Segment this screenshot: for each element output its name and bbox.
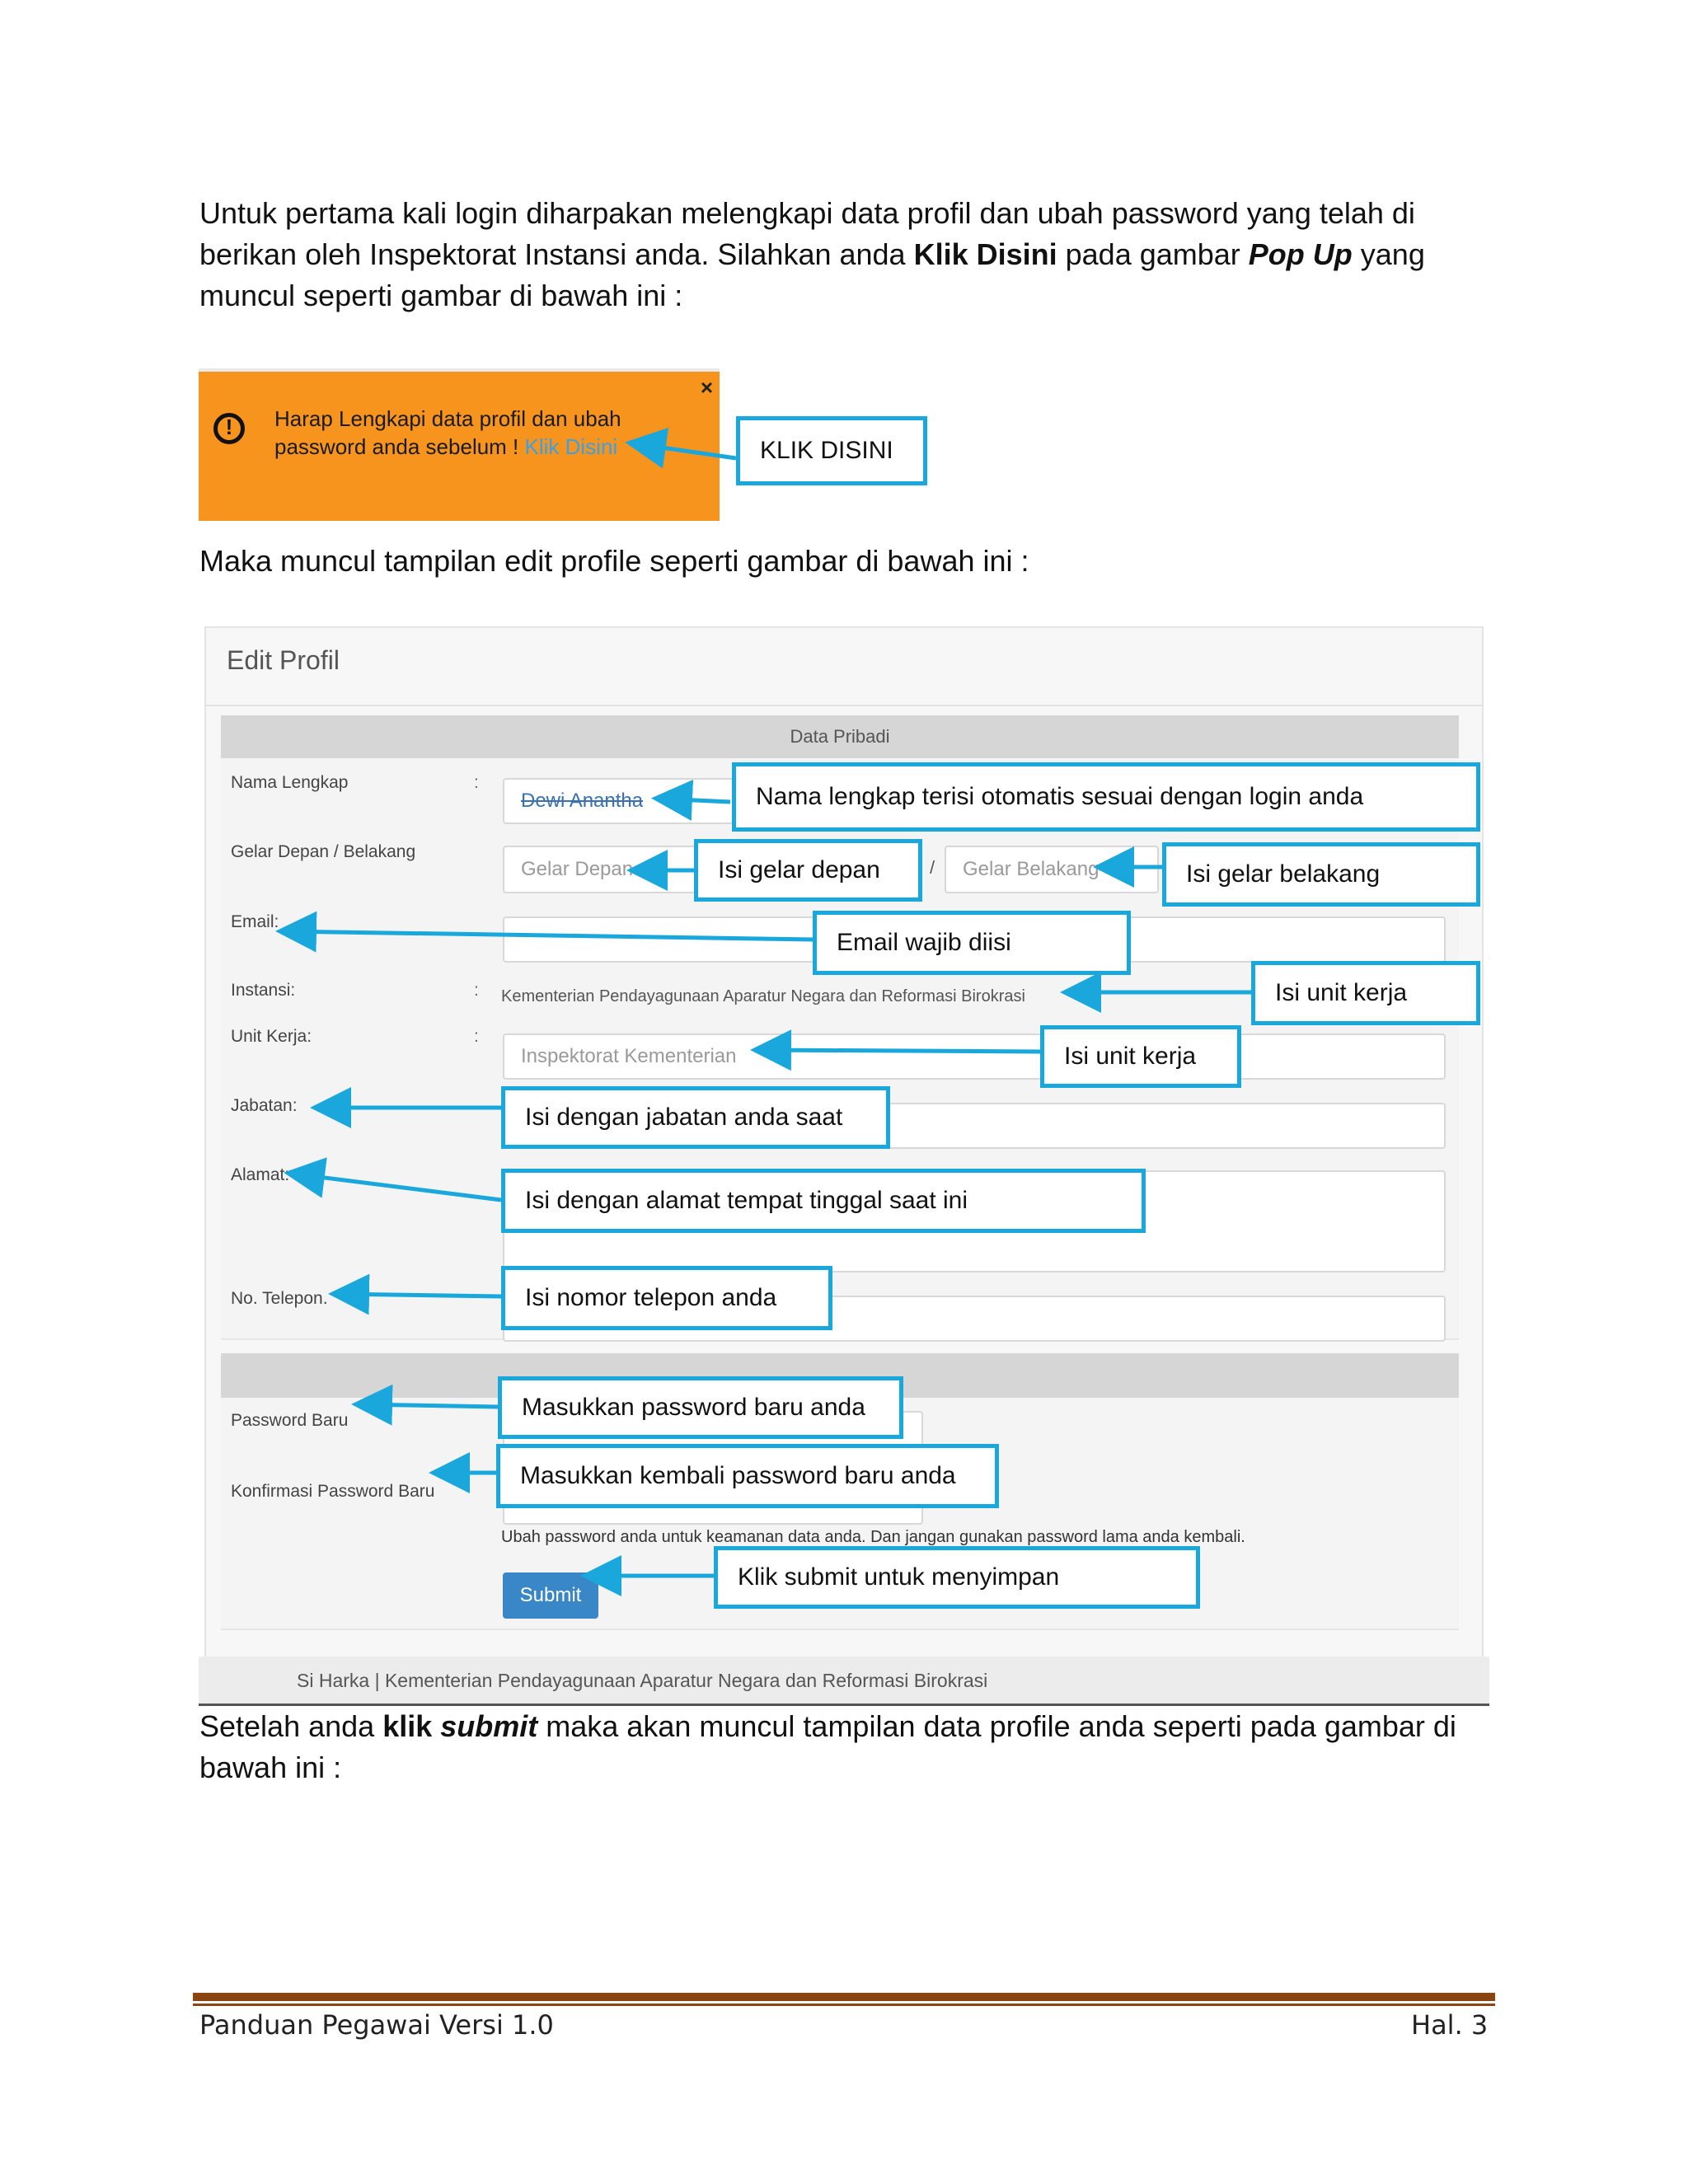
callout-submit: Klik submit untuk menyimpan bbox=[714, 1546, 1200, 1609]
footer-rule bbox=[193, 1993, 1495, 2001]
section-data-pribadi: Data Pribadi bbox=[221, 715, 1459, 758]
gelar-separator: / bbox=[930, 857, 935, 878]
label-nama: Nama Lengkap bbox=[231, 773, 349, 792]
arrow-unit-kerja bbox=[758, 1050, 1040, 1052]
panel-title: Edit Profil bbox=[227, 645, 340, 675]
paragraph-3-line-2: bawah ini : bbox=[199, 1750, 342, 1784]
label-email: Email: bbox=[231, 912, 279, 931]
label-alamat: Alamat: bbox=[231, 1165, 290, 1184]
colon: : bbox=[474, 1027, 479, 1046]
label-telepon: No. Telepon. bbox=[231, 1289, 328, 1308]
intro-text: berikan oleh Inspektorat Instansi anda. Silahkan anda bbox=[199, 237, 914, 271]
callout-alamat: Isi dengan alamat tempat tinggal saat ini bbox=[501, 1169, 1146, 1233]
label-unit: Unit Kerja: bbox=[231, 1027, 312, 1046]
page-number: Hal. 3 bbox=[1411, 2009, 1489, 2041]
label-instansi: Instansi: bbox=[231, 981, 296, 1000]
callout-gelar-belakang: Isi gelar belakang bbox=[1162, 842, 1480, 907]
callout-gelar-depan: Isi gelar depan bbox=[694, 839, 922, 902]
footer-rule-thin bbox=[193, 2004, 1495, 2006]
label-password: Password Baru bbox=[231, 1411, 349, 1430]
arrow-email bbox=[284, 931, 813, 940]
callout-telepon: Isi nomor telepon anda bbox=[501, 1266, 832, 1330]
callout-klik-disini: KLIK DISINI bbox=[736, 416, 927, 485]
arrow-alamat bbox=[292, 1174, 501, 1200]
callout-email: Email wajib diisi bbox=[813, 911, 1131, 975]
intro-text: yang bbox=[1352, 237, 1425, 271]
arrow-telepon bbox=[336, 1294, 501, 1296]
callout-unit-kerja: Isi unit kerja bbox=[1040, 1025, 1241, 1088]
label-gelar: Gelar Depan / Belakang bbox=[231, 842, 416, 861]
gelar-depan-input[interactable]: Gelar Depan bbox=[503, 846, 701, 893]
popup-message-line-2: password anda sebelum ! Klik Disini bbox=[274, 434, 618, 459]
app-footer-text: Si Harka | Kementerian Pendayagunaan Aparatur Negara dan Reformasi Birokrasi bbox=[297, 1670, 988, 1691]
klik-disini-link[interactable]: Klik Disini bbox=[524, 434, 618, 459]
callout-unit-instansi: Isi unit kerja bbox=[1251, 961, 1480, 1025]
callout-nama: Nama lengkap terisi otomatis sesuai dengan login anda bbox=[732, 762, 1480, 832]
intro-text: pada gambar bbox=[1057, 237, 1249, 271]
colon: : bbox=[474, 981, 479, 1000]
arrow-nama bbox=[659, 799, 730, 802]
callout-konfirmasi: Masukkan kembali password baru anda bbox=[496, 1444, 999, 1508]
intro-line-3: muncul seperti gambar di bawah ini : bbox=[199, 279, 683, 312]
password-hint: Ubah password anda untuk keamanan data anda. Dan jangan gunakan password lama anda kembali. bbox=[501, 1528, 1245, 1546]
unit-kerja-input[interactable]: Inspektorat Kementerian bbox=[503, 1033, 1446, 1080]
gelar-belakang-input[interactable]: Gelar Belakang bbox=[945, 846, 1159, 893]
close-icon[interactable]: × bbox=[700, 375, 713, 400]
colon: : bbox=[474, 773, 479, 792]
callout-password: Masukkan password baru anda bbox=[498, 1376, 903, 1439]
arrow-password bbox=[359, 1404, 498, 1407]
paragraph-3-line-1: Setelah anda klik submit maka akan muncul tampilan data profile anda seperti pada gambar di bbox=[199, 1709, 1456, 1743]
paragraph-2: Maka muncul tampilan edit profile seperti gambar di bawah ini : bbox=[199, 544, 1029, 578]
intro-line-1: Untuk pertama kali login diharpakan melengkapi data profil dan ubah password yang telah di bbox=[199, 196, 1415, 230]
submit-button[interactable]: Submit bbox=[503, 1572, 598, 1619]
popup-message-line-1: Harap Lengkapi data profil dan ubah bbox=[274, 406, 621, 431]
nama-lengkap-input[interactable]: Dewi Anantha bbox=[503, 778, 734, 824]
warning-icon: ! bbox=[213, 413, 245, 444]
instansi-value: Kementerian Pendayagunaan Aparatur Negara dan Reformasi Birokrasi bbox=[501, 987, 1025, 1005]
label-jabatan: Jabatan: bbox=[231, 1096, 298, 1115]
intro-bold-popup: Pop Up bbox=[1248, 237, 1353, 271]
label-konfirmasi: Konfirmasi Password Baru bbox=[231, 1482, 435, 1501]
page-footer-title: Panduan Pegawai Versi 1.0 bbox=[199, 2009, 554, 2041]
intro-bold-klik: Klik Disini bbox=[913, 237, 1057, 271]
paragraph-3 bbox=[199, 1706, 1502, 1788]
callout-jabatan: Isi dengan jabatan anda saat bbox=[501, 1086, 890, 1149]
arrow-klik bbox=[633, 443, 736, 458]
